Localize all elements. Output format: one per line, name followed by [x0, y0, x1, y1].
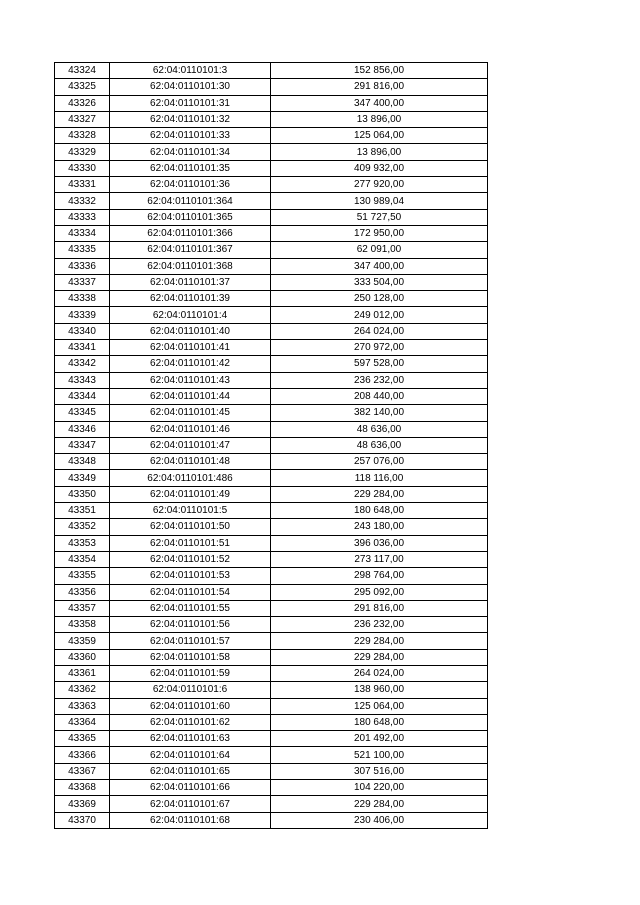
- cadastral-number-cell: 62:04:0110101:56: [110, 617, 271, 633]
- row-number-cell: 43359: [55, 633, 110, 649]
- value-cell: 104 220,00: [271, 780, 488, 796]
- value-cell: 48 636,00: [271, 437, 488, 453]
- value-cell: 229 284,00: [271, 486, 488, 502]
- value-cell: 118 116,00: [271, 470, 488, 486]
- value-cell: 257 076,00: [271, 454, 488, 470]
- row-number-cell: 43341: [55, 340, 110, 356]
- row-number-cell: 43324: [55, 63, 110, 79]
- value-cell: 347 400,00: [271, 258, 488, 274]
- value-cell: 236 232,00: [271, 617, 488, 633]
- value-cell: 409 932,00: [271, 160, 488, 176]
- cadastral-number-cell: 62:04:0110101:51: [110, 535, 271, 551]
- row-number-cell: 43326: [55, 95, 110, 111]
- value-cell: 138 960,00: [271, 682, 488, 698]
- table-row: [55, 649, 488, 665]
- table-row: [55, 144, 488, 160]
- cadastral-number-cell: 62:04:0110101:68: [110, 812, 271, 828]
- row-number-cell: 43335: [55, 242, 110, 258]
- table-row: [55, 503, 488, 519]
- cadastral-number-cell: 62:04:0110101:65: [110, 763, 271, 779]
- row-number-cell: 43337: [55, 274, 110, 290]
- table-row: [55, 600, 488, 616]
- cadastral-number-cell: 62:04:0110101:64: [110, 747, 271, 763]
- cadastral-number-cell: 62:04:0110101:30: [110, 79, 271, 95]
- value-cell: 291 816,00: [271, 600, 488, 616]
- row-number-cell: 43325: [55, 79, 110, 95]
- row-number-cell: 43349: [55, 470, 110, 486]
- row-number-cell: 43361: [55, 665, 110, 681]
- value-cell: 236 232,00: [271, 372, 488, 388]
- cadastral-number-cell: 62:04:0110101:31: [110, 95, 271, 111]
- value-cell: 13 896,00: [271, 144, 488, 160]
- row-number-cell: 43340: [55, 323, 110, 339]
- row-number-cell: 43353: [55, 535, 110, 551]
- value-cell: 229 284,00: [271, 633, 488, 649]
- cadastral-number-cell: 62:04:0110101:3: [110, 63, 271, 79]
- value-cell: 347 400,00: [271, 95, 488, 111]
- table-row: [55, 682, 488, 698]
- cadastral-number-cell: 62:04:0110101:44: [110, 388, 271, 404]
- table-row: [55, 454, 488, 470]
- cadastral-number-cell: 62:04:0110101:33: [110, 128, 271, 144]
- row-number-cell: 43370: [55, 812, 110, 828]
- table-row: [55, 551, 488, 567]
- table-row: [55, 209, 488, 225]
- value-cell: 597 528,00: [271, 356, 488, 372]
- row-number-cell: 43367: [55, 763, 110, 779]
- table-row: [55, 763, 488, 779]
- cadastral-number-cell: 62:04:0110101:37: [110, 274, 271, 290]
- table-row: [55, 584, 488, 600]
- table-row: [55, 79, 488, 95]
- cadastral-number-cell: 62:04:0110101:367: [110, 242, 271, 258]
- value-cell: 396 036,00: [271, 535, 488, 551]
- value-cell: 152 856,00: [271, 63, 488, 79]
- cadastral-number-cell: 62:04:0110101:52: [110, 551, 271, 567]
- row-number-cell: 43347: [55, 437, 110, 453]
- value-cell: 264 024,00: [271, 665, 488, 681]
- table-body: [55, 63, 488, 829]
- cadastral-number-cell: 62:04:0110101:35: [110, 160, 271, 176]
- table-row: [55, 95, 488, 111]
- cadastral-number-cell: 62:04:0110101:63: [110, 731, 271, 747]
- table-row: [55, 193, 488, 209]
- cadastral-number-cell: 62:04:0110101:43: [110, 372, 271, 388]
- table-row: [55, 177, 488, 193]
- value-cell: 277 920,00: [271, 177, 488, 193]
- value-cell: 295 092,00: [271, 584, 488, 600]
- value-cell: 249 012,00: [271, 307, 488, 323]
- cadastral-number-cell: 62:04:0110101:59: [110, 665, 271, 681]
- row-number-cell: 43338: [55, 291, 110, 307]
- value-cell: 180 648,00: [271, 503, 488, 519]
- table-row: [55, 405, 488, 421]
- cadastral-number-cell: 62:04:0110101:58: [110, 649, 271, 665]
- cadastral-number-cell: 62:04:0110101:55: [110, 600, 271, 616]
- row-number-cell: 43355: [55, 568, 110, 584]
- value-cell: 48 636,00: [271, 421, 488, 437]
- table-row: [55, 307, 488, 323]
- table-row: [55, 128, 488, 144]
- row-number-cell: 43339: [55, 307, 110, 323]
- value-cell: 333 504,00: [271, 274, 488, 290]
- cadastral-number-cell: 62:04:0110101:6: [110, 682, 271, 698]
- table-row: [55, 437, 488, 453]
- table-row: [55, 796, 488, 812]
- cadastral-number-cell: 62:04:0110101:46: [110, 421, 271, 437]
- value-cell: 307 516,00: [271, 763, 488, 779]
- cadastral-number-cell: 62:04:0110101:53: [110, 568, 271, 584]
- table-row: [55, 519, 488, 535]
- table-row: [55, 323, 488, 339]
- table-row: [55, 747, 488, 763]
- cadastral-number-cell: 62:04:0110101:54: [110, 584, 271, 600]
- value-cell: 291 816,00: [271, 79, 488, 95]
- table-row: [55, 486, 488, 502]
- table-row: [55, 568, 488, 584]
- row-number-cell: 43346: [55, 421, 110, 437]
- cadastral-number-cell: 62:04:0110101:364: [110, 193, 271, 209]
- row-number-cell: 43345: [55, 405, 110, 421]
- value-cell: 382 140,00: [271, 405, 488, 421]
- row-number-cell: 43369: [55, 796, 110, 812]
- value-cell: 125 064,00: [271, 128, 488, 144]
- table-row: [55, 470, 488, 486]
- value-cell: 62 091,00: [271, 242, 488, 258]
- row-number-cell: 43365: [55, 731, 110, 747]
- table-row: [55, 291, 488, 307]
- row-number-cell: 43329: [55, 144, 110, 160]
- value-cell: 13 896,00: [271, 111, 488, 127]
- table-row: [55, 356, 488, 372]
- cadastral-number-cell: 62:04:0110101:62: [110, 714, 271, 730]
- cadastral-number-cell: 62:04:0110101:39: [110, 291, 271, 307]
- row-number-cell: 43366: [55, 747, 110, 763]
- row-number-cell: 43330: [55, 160, 110, 176]
- row-number-cell: 43336: [55, 258, 110, 274]
- row-number-cell: 43331: [55, 177, 110, 193]
- row-number-cell: 43362: [55, 682, 110, 698]
- row-number-cell: 43368: [55, 780, 110, 796]
- value-cell: 264 024,00: [271, 323, 488, 339]
- row-number-cell: 43344: [55, 388, 110, 404]
- value-cell: 273 117,00: [271, 551, 488, 567]
- table-row: [55, 160, 488, 176]
- value-cell: 172 950,00: [271, 225, 488, 241]
- cadastral-number-cell: 62:04:0110101:67: [110, 796, 271, 812]
- value-cell: 130 989,04: [271, 193, 488, 209]
- cadastral-number-cell: 62:04:0110101:41: [110, 340, 271, 356]
- row-number-cell: 43363: [55, 698, 110, 714]
- cadastral-number-cell: 62:04:0110101:40: [110, 323, 271, 339]
- row-number-cell: 43352: [55, 519, 110, 535]
- cadastral-number-cell: 62:04:0110101:365: [110, 209, 271, 225]
- cadastral-number-cell: 62:04:0110101:34: [110, 144, 271, 160]
- table-row: [55, 421, 488, 437]
- cadastral-number-cell: 62:04:0110101:45: [110, 405, 271, 421]
- cadastral-number-cell: 62:04:0110101:50: [110, 519, 271, 535]
- table-row: [55, 242, 488, 258]
- cadastral-number-cell: 62:04:0110101:36: [110, 177, 271, 193]
- cadastral-number-cell: 62:04:0110101:48: [110, 454, 271, 470]
- cadastral-number-cell: 62:04:0110101:47: [110, 437, 271, 453]
- table-row: [55, 812, 488, 828]
- cadastral-number-cell: 62:04:0110101:49: [110, 486, 271, 502]
- value-cell: 201 492,00: [271, 731, 488, 747]
- row-number-cell: 43328: [55, 128, 110, 144]
- row-number-cell: 43357: [55, 600, 110, 616]
- cadastral-number-cell: 62:04:0110101:4: [110, 307, 271, 323]
- table-row: [55, 665, 488, 681]
- value-cell: 270 972,00: [271, 340, 488, 356]
- table-row: [55, 258, 488, 274]
- value-cell: 125 064,00: [271, 698, 488, 714]
- table-row: [55, 780, 488, 796]
- row-number-cell: 43358: [55, 617, 110, 633]
- row-number-cell: 43350: [55, 486, 110, 502]
- row-number-cell: 43356: [55, 584, 110, 600]
- value-cell: 521 100,00: [271, 747, 488, 763]
- value-cell: 229 284,00: [271, 649, 488, 665]
- table-row: [55, 617, 488, 633]
- cadastral-number-cell: 62:04:0110101:486: [110, 470, 271, 486]
- table-row: [55, 274, 488, 290]
- table-row: [55, 731, 488, 747]
- cadastral-number-cell: 62:04:0110101:60: [110, 698, 271, 714]
- table-row: [55, 698, 488, 714]
- row-number-cell: 43342: [55, 356, 110, 372]
- row-number-cell: 43333: [55, 209, 110, 225]
- cadastral-number-cell: 62:04:0110101:5: [110, 503, 271, 519]
- table-row: [55, 340, 488, 356]
- table-row: [55, 372, 488, 388]
- value-cell: 298 764,00: [271, 568, 488, 584]
- cadastral-number-cell: 62:04:0110101:42: [110, 356, 271, 372]
- cadastral-number-cell: 62:04:0110101:66: [110, 780, 271, 796]
- value-cell: 229 284,00: [271, 796, 488, 812]
- cadastral-number-cell: 62:04:0110101:57: [110, 633, 271, 649]
- table-row: [55, 535, 488, 551]
- row-number-cell: 43351: [55, 503, 110, 519]
- value-cell: 243 180,00: [271, 519, 488, 535]
- cadastral-number-cell: 62:04:0110101:368: [110, 258, 271, 274]
- row-number-cell: 43343: [55, 372, 110, 388]
- row-number-cell: 43332: [55, 193, 110, 209]
- cadastral-number-cell: 62:04:0110101:366: [110, 225, 271, 241]
- value-cell: 250 128,00: [271, 291, 488, 307]
- value-cell: 230 406,00: [271, 812, 488, 828]
- row-number-cell: 43360: [55, 649, 110, 665]
- value-cell: 180 648,00: [271, 714, 488, 730]
- table-row: [55, 714, 488, 730]
- row-number-cell: 43364: [55, 714, 110, 730]
- table-row: [55, 225, 488, 241]
- row-number-cell: 43327: [55, 111, 110, 127]
- row-number-cell: 43348: [55, 454, 110, 470]
- value-cell: 208 440,00: [271, 388, 488, 404]
- table-row: [55, 633, 488, 649]
- table-row: [55, 111, 488, 127]
- table-row: [55, 63, 488, 79]
- row-number-cell: 43334: [55, 225, 110, 241]
- cadastral-value-table: [54, 62, 488, 829]
- table-row: [55, 388, 488, 404]
- row-number-cell: 43354: [55, 551, 110, 567]
- cadastral-number-cell: 62:04:0110101:32: [110, 111, 271, 127]
- value-cell: 51 727,50: [271, 209, 488, 225]
